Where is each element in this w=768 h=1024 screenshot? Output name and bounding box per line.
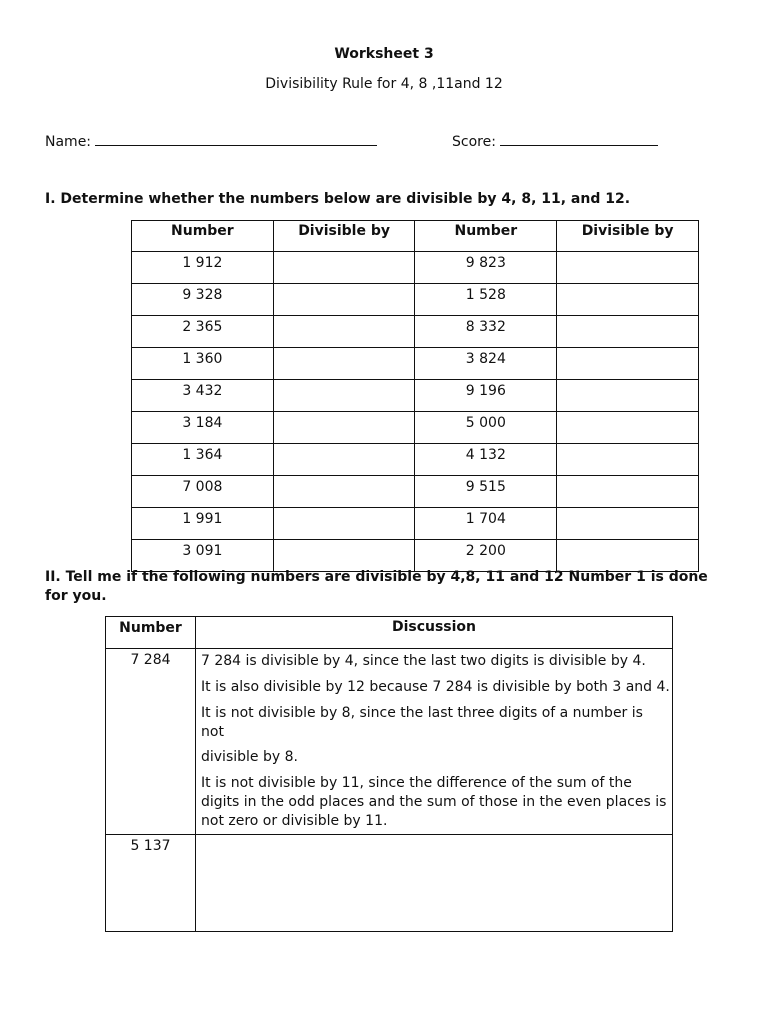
score-label: Score: [452, 134, 496, 150]
score-blank-line[interactable] [500, 133, 658, 146]
divisible-by-answer-cell[interactable] [557, 412, 699, 444]
header-number: Number [106, 617, 196, 649]
worksheet-title: Worksheet 3 [334, 46, 434, 62]
divisible-by-answer-cell[interactable] [557, 380, 699, 412]
header-divisible-by-2: Divisible by [557, 221, 699, 252]
divisible-by-answer-cell[interactable] [273, 316, 415, 348]
discussion-table [105, 616, 673, 932]
divisible-by-answer-cell[interactable] [273, 444, 415, 476]
table-row [106, 649, 673, 835]
table-row [132, 476, 699, 508]
number-cell: 2 365 [132, 316, 274, 348]
number-cell: 1 704 [415, 508, 557, 540]
divisible-by-answer-cell[interactable] [273, 252, 415, 284]
divisible-by-answer-cell[interactable] [273, 284, 415, 316]
table-header-row [132, 221, 699, 252]
divisible-by-answer-cell[interactable] [273, 540, 415, 572]
part2-instruction: II. Tell me if the following numbers are divisible by 4,8, 11 and 12 Number 1 is done for you. [45, 569, 708, 604]
number-cell: 9 515 [415, 476, 557, 508]
part1-instruction: I. Determine whether the numbers below are divisible by 4, 8, 11, and 12. [45, 191, 631, 207]
discussion-line: It is not divisible by 11, since the difference of the sum of the digits in the odd places and the sum of those in the even places is not zero or divisible by 11. [201, 775, 667, 829]
number-cell: 9 823 [415, 252, 557, 284]
number-cell: 7 284 [106, 649, 196, 835]
name-blank-line[interactable] [95, 133, 377, 146]
table-row [132, 540, 699, 572]
table-row [132, 412, 699, 444]
header-discussion: Discussion [196, 617, 673, 649]
number-cell: 2 200 [415, 540, 557, 572]
number-cell: 3 432 [132, 380, 274, 412]
worksheet-subtitle: Divisibility Rule for 4, 8 ,11and 12 [265, 76, 503, 92]
header-divisible-by-1: Divisible by [273, 221, 415, 252]
divisibility-table [131, 220, 699, 572]
answer-cell[interactable] [196, 835, 673, 932]
discussion-line: It is not divisible by 8, since the last three digits of a number is not [201, 705, 643, 740]
table-row [132, 316, 699, 348]
table-row [132, 348, 699, 380]
divisible-by-answer-cell[interactable] [557, 348, 699, 380]
discussion-line: divisible by 8. [201, 749, 298, 765]
score-field [452, 133, 658, 150]
divisible-by-answer-cell[interactable] [557, 476, 699, 508]
table-row [132, 252, 699, 284]
table-row [106, 835, 673, 932]
number-cell: 1 360 [132, 348, 274, 380]
discussion-line: It is also divisible by 12 because 7 284 is divisible by both 3 and 4. [201, 679, 670, 695]
header-number-1: Number [132, 221, 274, 252]
number-cell: 1 528 [415, 284, 557, 316]
number-cell: 3 824 [415, 348, 557, 380]
header-number-2: Number [415, 221, 557, 252]
number-cell: 1 364 [132, 444, 274, 476]
divisible-by-answer-cell[interactable] [557, 540, 699, 572]
divisible-by-answer-cell[interactable] [557, 316, 699, 348]
number-cell: 7 008 [132, 476, 274, 508]
divisible-by-answer-cell[interactable] [557, 252, 699, 284]
table-row [132, 444, 699, 476]
number-cell: 9 196 [415, 380, 557, 412]
discussion-line: 7 284 is divisible by 4, since the last two digits is divisible by 4. [201, 653, 646, 669]
name-label: Name: [45, 134, 92, 150]
number-cell: 3 184 [132, 412, 274, 444]
number-cell: 5 000 [415, 412, 557, 444]
divisible-by-answer-cell[interactable] [273, 508, 415, 540]
number-cell: 1 991 [132, 508, 274, 540]
divisible-by-answer-cell[interactable] [557, 444, 699, 476]
divisible-by-answer-cell[interactable] [557, 508, 699, 540]
name-field [45, 133, 377, 150]
table-header-row [106, 617, 673, 649]
table-row [132, 380, 699, 412]
number-cell: 9 328 [132, 284, 274, 316]
divisible-by-answer-cell[interactable] [273, 476, 415, 508]
number-cell: 5 137 [106, 835, 196, 932]
divisible-by-answer-cell[interactable] [557, 284, 699, 316]
number-cell: 8 332 [415, 316, 557, 348]
table-row [132, 508, 699, 540]
divisible-by-answer-cell[interactable] [273, 348, 415, 380]
discussion-cell [196, 649, 673, 835]
number-cell: 4 132 [415, 444, 557, 476]
divisible-by-answer-cell[interactable] [273, 412, 415, 444]
table-row [132, 284, 699, 316]
number-cell: 3 091 [132, 540, 274, 572]
number-cell: 1 912 [132, 252, 274, 284]
divisible-by-answer-cell[interactable] [273, 380, 415, 412]
